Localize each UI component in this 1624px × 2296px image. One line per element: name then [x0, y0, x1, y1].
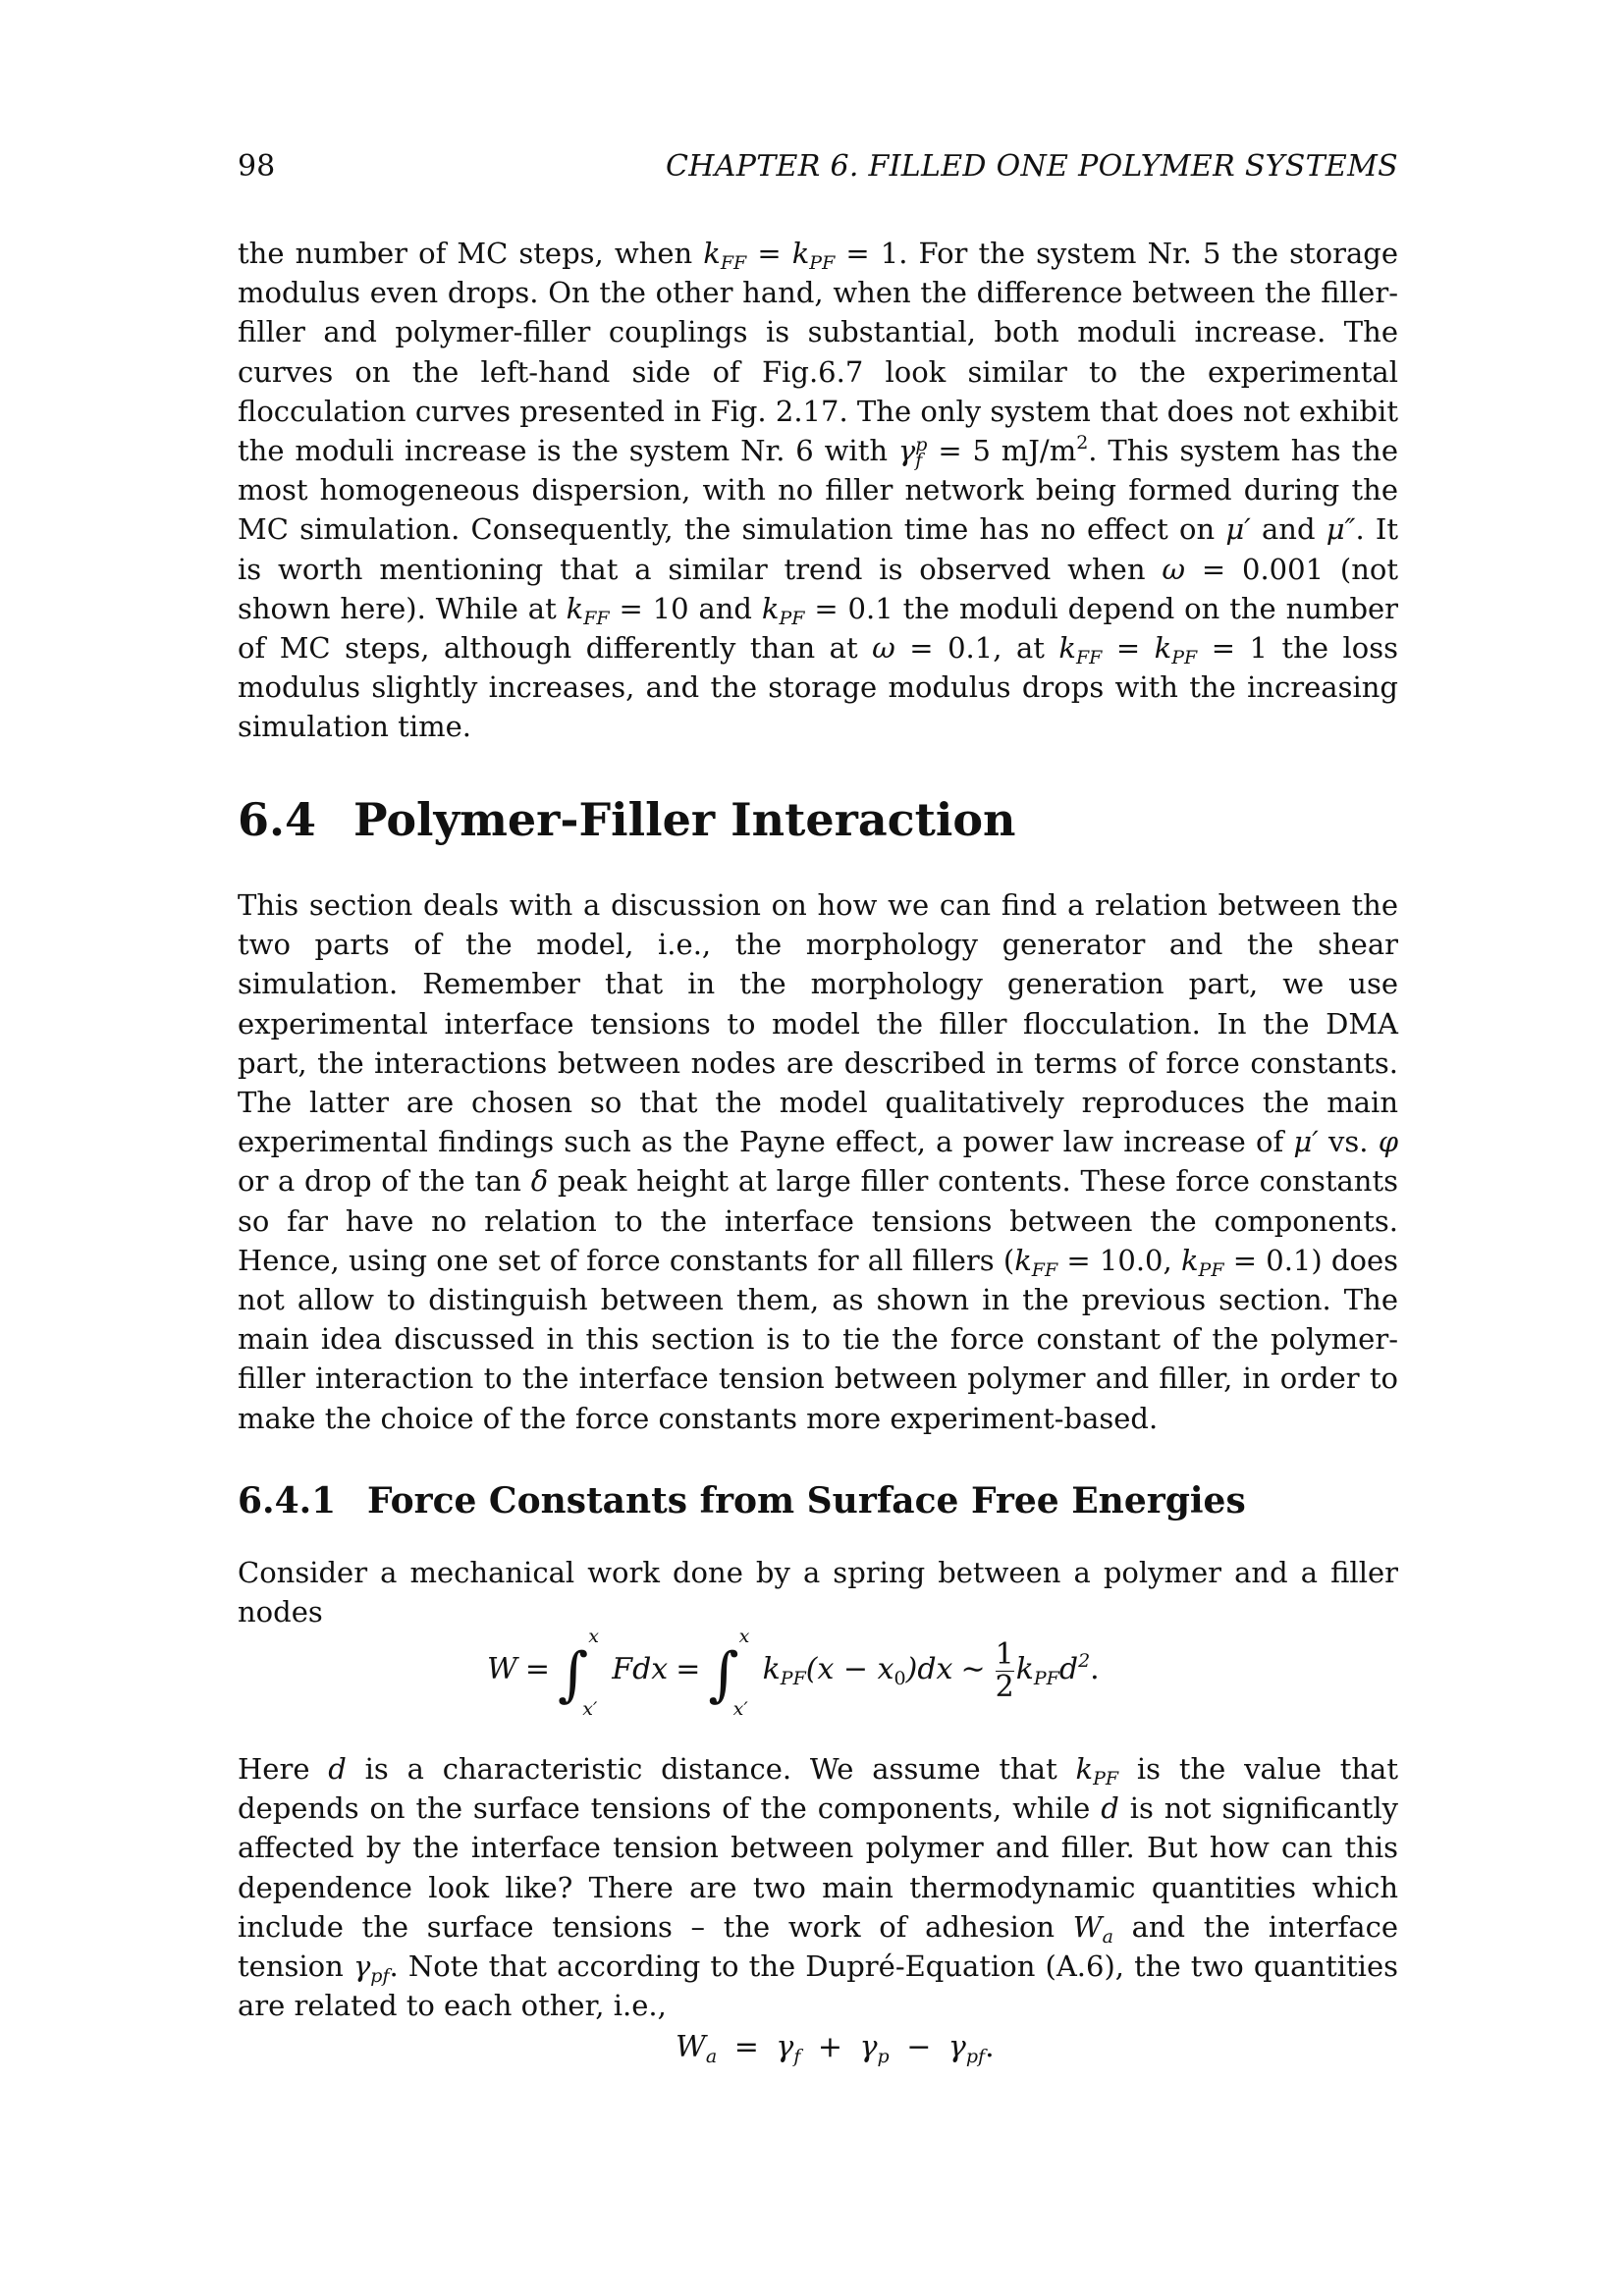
math-d-2: d — [1101, 1791, 1119, 1826]
math-kff-kpf-1: $k_{FF} = k_{PF} = 1$ — [703, 237, 899, 274]
subsection-heading: 6.4.1 Force Constants from Surface Free Energies — [238, 1480, 1246, 1522]
equation-work-integral: W = ∫ x x′ Fdx = ∫ x x′ $k_{PF}(x - x_0)dx$ ∼ $\frac{1}{2}$ $k_{PF}d^2$. — [487, 1626, 1100, 1720]
section-heading: 6.4 Polymer-Filler Interaction — [238, 793, 1016, 846]
math-omega-01: ω = 0.1 — [872, 631, 994, 666]
chapter-title: CHAPTER 6. FILLED ONE POLYMER SYSTEMS — [666, 149, 1398, 184]
math-kpf: $k_{PF}$ — [1075, 1752, 1119, 1789]
paragraph-characteristic-distance: Here d is a characteristic distance. We assume that $k_{PF}$ is the value that depends on the surface tensions of the components, while d is not significantly affected by the interface tension between polymer and filler. But how can this dependence look like? There are two main thermodynamic quantities which include the surface tensions – the work of adhesion $W_a$ and the interface tension $\gamma_{pf}$. Note that according to the Dupré-Equation (A.6), the two quantities are related to each other, i.e., — [238, 1752, 1398, 2023]
math-mu-dprime: μ″ — [1326, 512, 1356, 547]
math-gamma-fp: γ p f = 5 $mJ/m^2$ — [897, 432, 1089, 472]
paragraph-moduli-trend: the number of MC steps, when $k_{FF} = k_{PF} = 1$. For the system Nr. 5 the storage modulus even drops. On the other hand, when the difference between the filler-filler and polymer-filler couplings is substantial, both moduli increase. The curves on the left-hand side of Fig.6.7 look similar to the experimental flocculation curves presented in Fig. 2.17. The only system that does not exhibit the moduli increase is the system Nr. 6 with γ p f = 5 $mJ/m^2$. This system has the most homogeneous dispersion, with no filler network being formed during the MC simulation. Consequently, the simulation time has no effect on μ′ and μ″. It is worth mentioning that a similar trend is observed when ω = 0.001 (not shown here). While at $k_{FF} = 10$ and $k_{PF} = 0.1$ the moduli depend on the number of MC steps, although differently than at ω = 0.1, at $k_{FF} = k_{PF} = 1$ the loss modulus slightly increases, and the storage modulus drops with the increasing simulation time. — [238, 237, 1399, 744]
paragraph-mechanical-work: Consider a mechanical work done by a spring between a polymer and a filler nodes — [238, 1556, 1398, 1629]
paragraph-section-intro: This section deals with a discussion on how we can find a relation between the two parts of the model, i.e., the morphology generator and the shear simulation. Remember that in the morphology generation part, we use experimental interface tensions to model the filler flocculation. In the DMA part, the interactions between nodes are described in terms of force constants. The latter are chosen so that the model qualitatively reproduces the main experimental findings such as the Payne effect, a power law increase of μ′ vs. φ or a drop of the tan δ peak height at large filler contents. These force constants so far have no relation to the interface tensions between the components. Hence, using one set of force constants for all fillers ($k_{FF} = 10.0$, $k_{PF} = 0.1$) does not allow to distinguish between them, as shown in the previous section. The main idea discussed in this section is to tie the force constant of the polymer-filler interaction to the interface tension between polymer and filler, in order to make the choice of the force constants more experiment-based. — [238, 888, 1399, 1435]
math-gamma-pf: $\gamma_{pf}$ — [352, 1949, 390, 1988]
math-delta: δ — [530, 1164, 549, 1199]
math-d: d — [328, 1752, 347, 1786]
math-wa: $W_a$ — [1072, 1909, 1113, 1948]
math-kpf-01: $k_{PF} = 0.1$ — [761, 591, 893, 629]
equation-dupre: $W_a = \gamma_f + \gamma_p - \gamma_{pf}$. — [676, 2030, 995, 2067]
math-kff-10: $k_{FF} = 10$ — [566, 591, 689, 629]
math-kff-kpf-1b: $k_{FF} = k_{PF} = 1$ — [1058, 631, 1268, 669]
running-header — [238, 149, 1398, 188]
math-omega-0001: ω = 0.001 — [1162, 552, 1325, 586]
math-mu-prime-2: μ′ — [1293, 1125, 1319, 1159]
math-force-constants: $k_{FF} = 10.0$, $k_{PF} = 0.1$ — [1014, 1243, 1312, 1281]
math-mu-prime: μ′ — [1225, 512, 1251, 547]
page-number: 98 — [238, 149, 276, 184]
math-phi: φ — [1378, 1125, 1399, 1159]
